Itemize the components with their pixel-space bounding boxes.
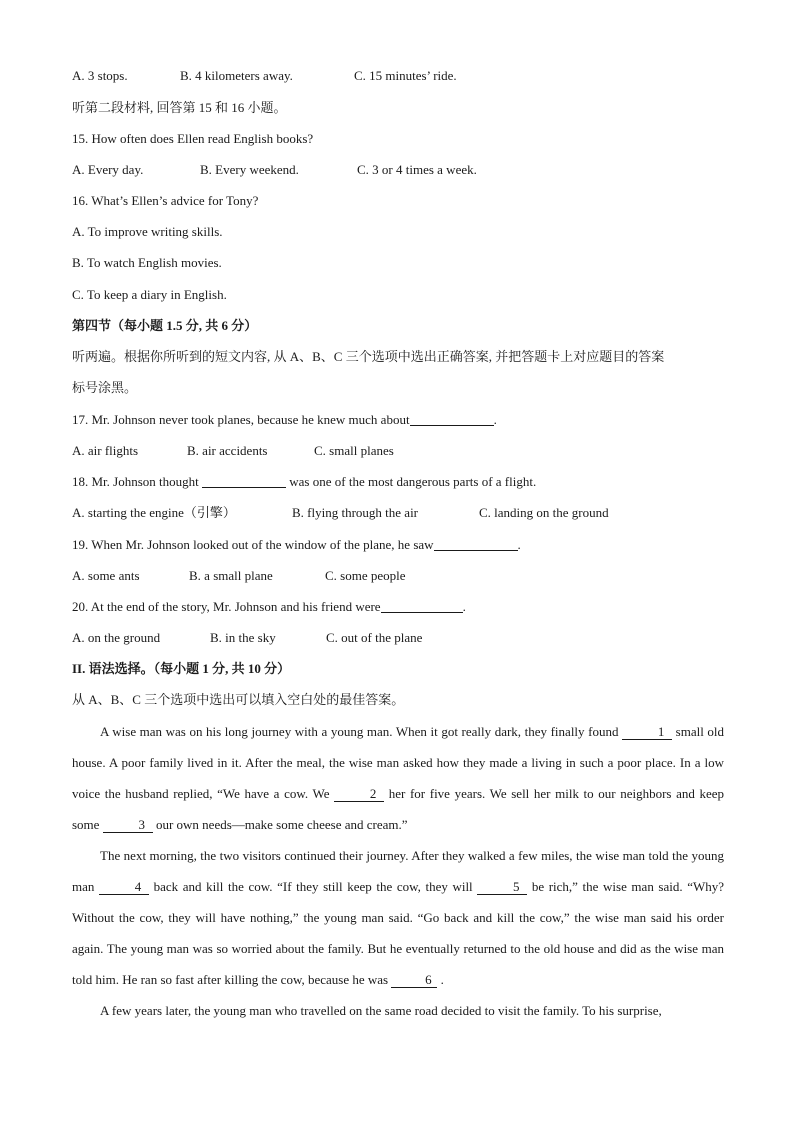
q18-stem-post: was one of the most dangerous parts of a flight. xyxy=(289,474,537,489)
q20-option-a[interactable]: A. on the ground xyxy=(72,630,161,645)
passage-paragraph-2 xyxy=(72,840,724,995)
q15-stem: 15. How often does Ellen read English books? xyxy=(72,131,314,146)
passage-text: The next morning, the two visitors continued their journey. After they walked a few miles, the wise man told the young man xyxy=(72,848,724,894)
q20-stem: 20. At the end of the story, Mr. Johnson and his friend were xyxy=(72,599,381,614)
blank-4[interactable]: 4 xyxy=(99,879,149,895)
q19-option-c[interactable]: C. some people xyxy=(325,568,406,583)
q14-option-c[interactable]: C. 15 minutes’ ride. xyxy=(354,68,457,83)
q17-options xyxy=(72,442,394,460)
q15-option-b[interactable]: B. Every weekend. xyxy=(200,162,299,177)
passage-paragraph-1 xyxy=(72,716,724,840)
q18-blank xyxy=(202,473,286,488)
q18-option-b[interactable]: B. flying through the air xyxy=(292,505,419,520)
passage-text: . xyxy=(440,972,444,987)
passage-text: back and kill the cow. “If they still keep the cow, they will xyxy=(153,879,473,894)
passage-text: A wise man was on his long journey with a young man. When it got really dark, they finally found xyxy=(100,724,619,739)
q20-option-c[interactable]: C. out of the plane xyxy=(326,630,423,645)
q18-stem-line xyxy=(72,473,536,491)
q19-stem-line xyxy=(72,536,521,554)
q19-stem: 19. When Mr. Johnson looked out of the window of the plane, he saw xyxy=(72,537,434,552)
q19-option-b[interactable]: B. a small plane xyxy=(189,568,273,583)
q16-option-a[interactable]: A. To improve writing skills. xyxy=(72,224,223,239)
q17-stem: 17. Mr. Johnson never took planes, because he knew much about xyxy=(72,412,410,427)
passage-text: our own needs—make some cheese and cream.” xyxy=(155,817,408,832)
q17-stem-end: . xyxy=(493,412,497,427)
q17-option-b[interactable]: B. air accidents xyxy=(187,443,268,458)
part2-title: II. 语法选择。（每小题 1 分, 共 10 分） xyxy=(72,661,291,676)
blank-3[interactable]: 3 xyxy=(103,817,153,833)
q16-stem: 16. What’s Ellen’s advice for Tony? xyxy=(72,193,259,208)
q18-option-c[interactable]: C. landing on the ground xyxy=(479,505,609,520)
q18-stem-pre: 18. Mr. Johnson thought xyxy=(72,474,199,489)
q20-option-b[interactable]: B. in the sky xyxy=(210,630,276,645)
q19-options xyxy=(72,567,406,585)
q19-blank xyxy=(434,536,518,551)
q16-option-b[interactable]: B. To watch English movies. xyxy=(72,255,222,270)
q14-option-a[interactable]: A. 3 stops. xyxy=(72,68,128,83)
q15-option-a[interactable]: A. Every day. xyxy=(72,162,144,177)
q17-option-a[interactable]: A. air flights xyxy=(72,443,139,458)
q16-option-c[interactable]: C. To keep a diary in English. xyxy=(72,287,227,302)
q17-option-c[interactable]: C. small planes xyxy=(314,443,394,458)
blank-5[interactable]: 5 xyxy=(477,879,527,895)
q14-option-b[interactable]: B. 4 kilometers away. xyxy=(180,68,293,83)
q17-blank xyxy=(410,411,494,426)
section3-part2-instruction: 听第二段材料, 回答第 15 和 16 小题。 xyxy=(72,100,287,115)
q18-option-a[interactable]: A. starting the engine（引擎） xyxy=(72,505,236,520)
q20-stem-line xyxy=(72,598,466,616)
part2-instruction: 从 A、B、C 三个选项中选出可以填入空白处的最佳答案。 xyxy=(72,692,405,707)
grammar-passage xyxy=(72,716,724,1026)
q15-option-c[interactable]: C. 3 or 4 times a week. xyxy=(357,162,477,177)
passage-text: her for five years. We sell her milk to our neighbors and keep some xyxy=(72,786,725,832)
q15-options xyxy=(72,161,477,179)
passage-paragraph-3: A few years later, the young man who travelled on the same road decided to visit the family. To his surprise, xyxy=(100,1003,662,1018)
q20-options xyxy=(72,629,422,647)
section4-instruction-line1: 听两遍。根据你所听到的短文内容, 从 A、B、C 三个选项中选出正确答案, 并把答题卡上对应题目的答案 xyxy=(72,349,665,364)
section4-instruction-line2: 标号涂黑。 xyxy=(72,380,138,395)
q20-stem-end: . xyxy=(462,599,466,614)
q14-options xyxy=(72,67,457,85)
passage-text: be rich,” the wise man said. “Why? Without the cow, they will have nothing,” the young man said. “Go back and kill the cow,” the wise man said his order again. The young man was so worried about the family. But he eventually returned to the old house and did as the wise man told him. He ran so fast after killing the cow, because he was xyxy=(72,879,724,987)
q18-options xyxy=(72,504,609,522)
blank-1[interactable]: 1 xyxy=(622,724,672,740)
blank-2[interactable]: 2 xyxy=(334,786,384,802)
passage-text: small old house. A poor family lived in it. After the meal, the wise man asked how they made a living in such a poor place. In a low voice the husband replied, “We have a cow. We xyxy=(72,724,725,801)
blank-6[interactable]: 6 xyxy=(391,972,437,988)
q19-option-a[interactable]: A. some ants xyxy=(72,568,140,583)
q17-stem-line xyxy=(72,411,497,429)
q19-stem-end: . xyxy=(517,537,521,552)
q20-blank xyxy=(381,598,463,613)
section4-title: 第四节（每小题 1.5 分, 共 6 分） xyxy=(72,318,258,333)
